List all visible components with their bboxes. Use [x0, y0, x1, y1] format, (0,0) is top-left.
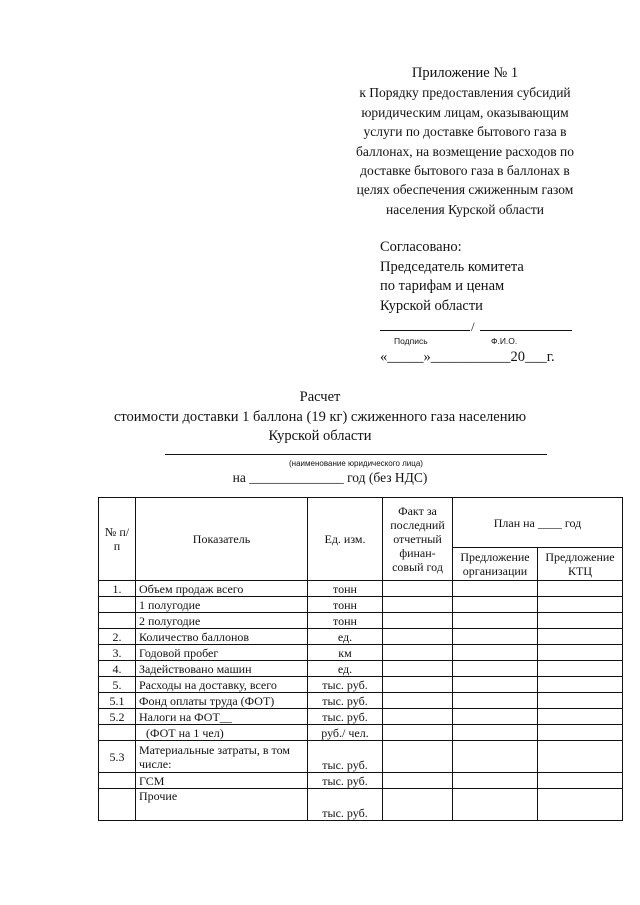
document-title — [80, 388, 560, 447]
row-name: Годовой пробег — [136, 645, 308, 661]
row-name: Количество баллонов — [136, 629, 308, 645]
ktc-cell — [538, 773, 623, 789]
header-indicator: Показатель — [136, 498, 308, 581]
row-num — [99, 789, 136, 821]
org-cell — [453, 629, 538, 645]
appendix-line: услуги по доставке бытового газа в — [363, 124, 567, 140]
org-cell — [453, 581, 538, 597]
fact-cell — [383, 693, 453, 709]
row-name: Прочие — [136, 789, 308, 821]
row-unit: тонн — [308, 581, 383, 597]
approval-block — [380, 238, 580, 368]
appendix-line: населения Курской области — [386, 201, 544, 217]
row-name: Материальные затраты, в том числе: — [136, 741, 308, 773]
row-name: Задействовано машин — [136, 661, 308, 677]
org-cell — [453, 661, 538, 677]
org-cell — [453, 773, 538, 789]
row-num: 5.2 — [99, 709, 136, 725]
appendix-line: целях обеспечения сжиженным газом — [356, 182, 574, 198]
row-unit: тонн — [308, 597, 383, 613]
row-num — [99, 773, 136, 789]
row-num: 5.1 — [99, 693, 136, 709]
header-org-proposal: Предложение организации — [453, 548, 538, 581]
fact-cell — [383, 709, 453, 725]
fact-cell — [383, 645, 453, 661]
approval-date-line: «_____»___________20___г. — [380, 349, 555, 365]
organization-name-field — [165, 454, 547, 455]
fact-cell — [383, 661, 453, 677]
approval-line: Согласовано: — [380, 239, 462, 255]
table-row — [99, 581, 623, 597]
table-row — [99, 613, 623, 629]
appendix-title: Приложение № 1 — [411, 65, 519, 81]
row-name: Налоги на ФОТ__ — [136, 709, 308, 725]
appendix-line: баллонах, на возмещение расходов по — [356, 143, 574, 159]
org-cell — [453, 677, 538, 693]
row-num — [99, 725, 136, 741]
signature-label: Подпись — [394, 336, 428, 346]
row-name: 1 полугодие — [136, 597, 308, 613]
table-row — [99, 725, 623, 741]
appendix-block — [330, 64, 600, 219]
row-name: 2 полугодие — [136, 613, 308, 629]
name-label: Ф.И.О. — [491, 336, 518, 346]
signature-field — [380, 330, 470, 331]
org-cell — [453, 645, 538, 661]
fact-cell — [383, 613, 453, 629]
approval-line: Председатель комитета — [380, 258, 524, 275]
ktc-cell — [538, 693, 623, 709]
appendix-line: юридическим лицам, оказывающим — [361, 104, 569, 120]
org-cell — [453, 789, 538, 821]
ktc-cell — [538, 677, 623, 693]
row-num: 4. — [99, 661, 136, 677]
approval-line: Курской области — [380, 297, 483, 314]
row-unit: км — [308, 645, 383, 661]
table-row — [99, 597, 623, 613]
ktc-cell — [538, 645, 623, 661]
row-num: 2. — [99, 629, 136, 645]
ktc-cell — [538, 725, 623, 741]
row-name: Объем продаж всего — [136, 581, 308, 597]
row-num — [99, 597, 136, 613]
table-row — [99, 629, 623, 645]
row-num — [99, 613, 136, 629]
row-unit: ед. — [308, 629, 383, 645]
signature-labels — [380, 332, 580, 344]
appendix-line: к Порядку предоставления субсидий — [359, 85, 571, 101]
ktc-cell — [538, 629, 623, 645]
title-line: стоимости доставки 1 баллона (19 кг) сжиженного газа населению — [113, 408, 527, 425]
org-cell — [453, 597, 538, 613]
table-row — [99, 645, 623, 661]
table-row — [99, 693, 623, 709]
fact-cell — [383, 677, 453, 693]
year-line: на ______________ год (без НДС) — [232, 470, 428, 485]
fact-cell — [383, 597, 453, 613]
ktc-cell — [538, 709, 623, 725]
header-ktc-proposal: Предложение КТЦ — [538, 548, 623, 581]
row-name: (ФОТ на 1 чел) — [136, 725, 308, 741]
org-cell — [453, 613, 538, 629]
name-field — [480, 330, 572, 331]
org-cell — [453, 693, 538, 709]
row-unit: тыс. руб. — [308, 709, 383, 725]
row-unit: тыс. руб. — [308, 677, 383, 693]
ktc-cell — [538, 581, 623, 597]
org-cell — [453, 709, 538, 725]
header-plan: План на ____ год — [453, 498, 623, 548]
table-row — [99, 677, 623, 693]
header-num: № п/п — [99, 498, 136, 581]
row-num: 3. — [99, 645, 136, 661]
approval-line: по тарифам и ценам — [380, 278, 505, 294]
ktc-cell — [538, 789, 623, 821]
row-name: Расходы на доставку, всего — [136, 677, 308, 693]
table-row — [99, 741, 623, 773]
signature-line — [380, 318, 580, 332]
appendix-line: доставке бытового газа в баллонах в — [360, 163, 570, 179]
row-unit: тыс. руб. — [308, 693, 383, 709]
signature-slash: / — [471, 319, 475, 334]
row-name: ГСМ — [136, 773, 308, 789]
header-fact: Факт за последний отчетный финан-совый год — [383, 498, 453, 581]
table-row — [99, 709, 623, 725]
row-unit: тыс. руб. — [308, 741, 383, 773]
fact-cell — [383, 773, 453, 789]
title-line: Расчет — [299, 389, 341, 405]
title-line: Курской области — [268, 428, 372, 444]
ktc-cell — [538, 661, 623, 677]
ktc-cell — [538, 741, 623, 773]
ktc-cell — [538, 597, 623, 613]
fact-cell — [383, 581, 453, 597]
row-unit: тыс. руб. — [308, 789, 383, 821]
table-row — [99, 773, 623, 789]
fact-cell — [383, 629, 453, 645]
row-unit: ед. — [308, 661, 383, 677]
row-num: 1. — [99, 581, 136, 597]
ktc-cell — [538, 613, 623, 629]
row-num: 5.3 — [99, 741, 136, 773]
fact-cell — [383, 741, 453, 773]
calculation-table — [98, 497, 623, 821]
table-row — [99, 789, 623, 821]
org-cell — [453, 725, 538, 741]
fact-cell — [383, 725, 453, 741]
row-num: 5. — [99, 677, 136, 693]
row-unit: тонн — [308, 613, 383, 629]
row-unit: руб./ чел. — [308, 725, 383, 741]
row-name: Фонд оплаты труда (ФОТ) — [136, 693, 308, 709]
header-unit: Ед. изм. — [308, 498, 383, 581]
org-cell — [453, 741, 538, 773]
organization-caption: (наименование юридического лица) — [289, 459, 423, 468]
row-unit: тыс. руб. — [308, 773, 383, 789]
fact-cell — [383, 789, 453, 821]
table-row — [99, 661, 623, 677]
